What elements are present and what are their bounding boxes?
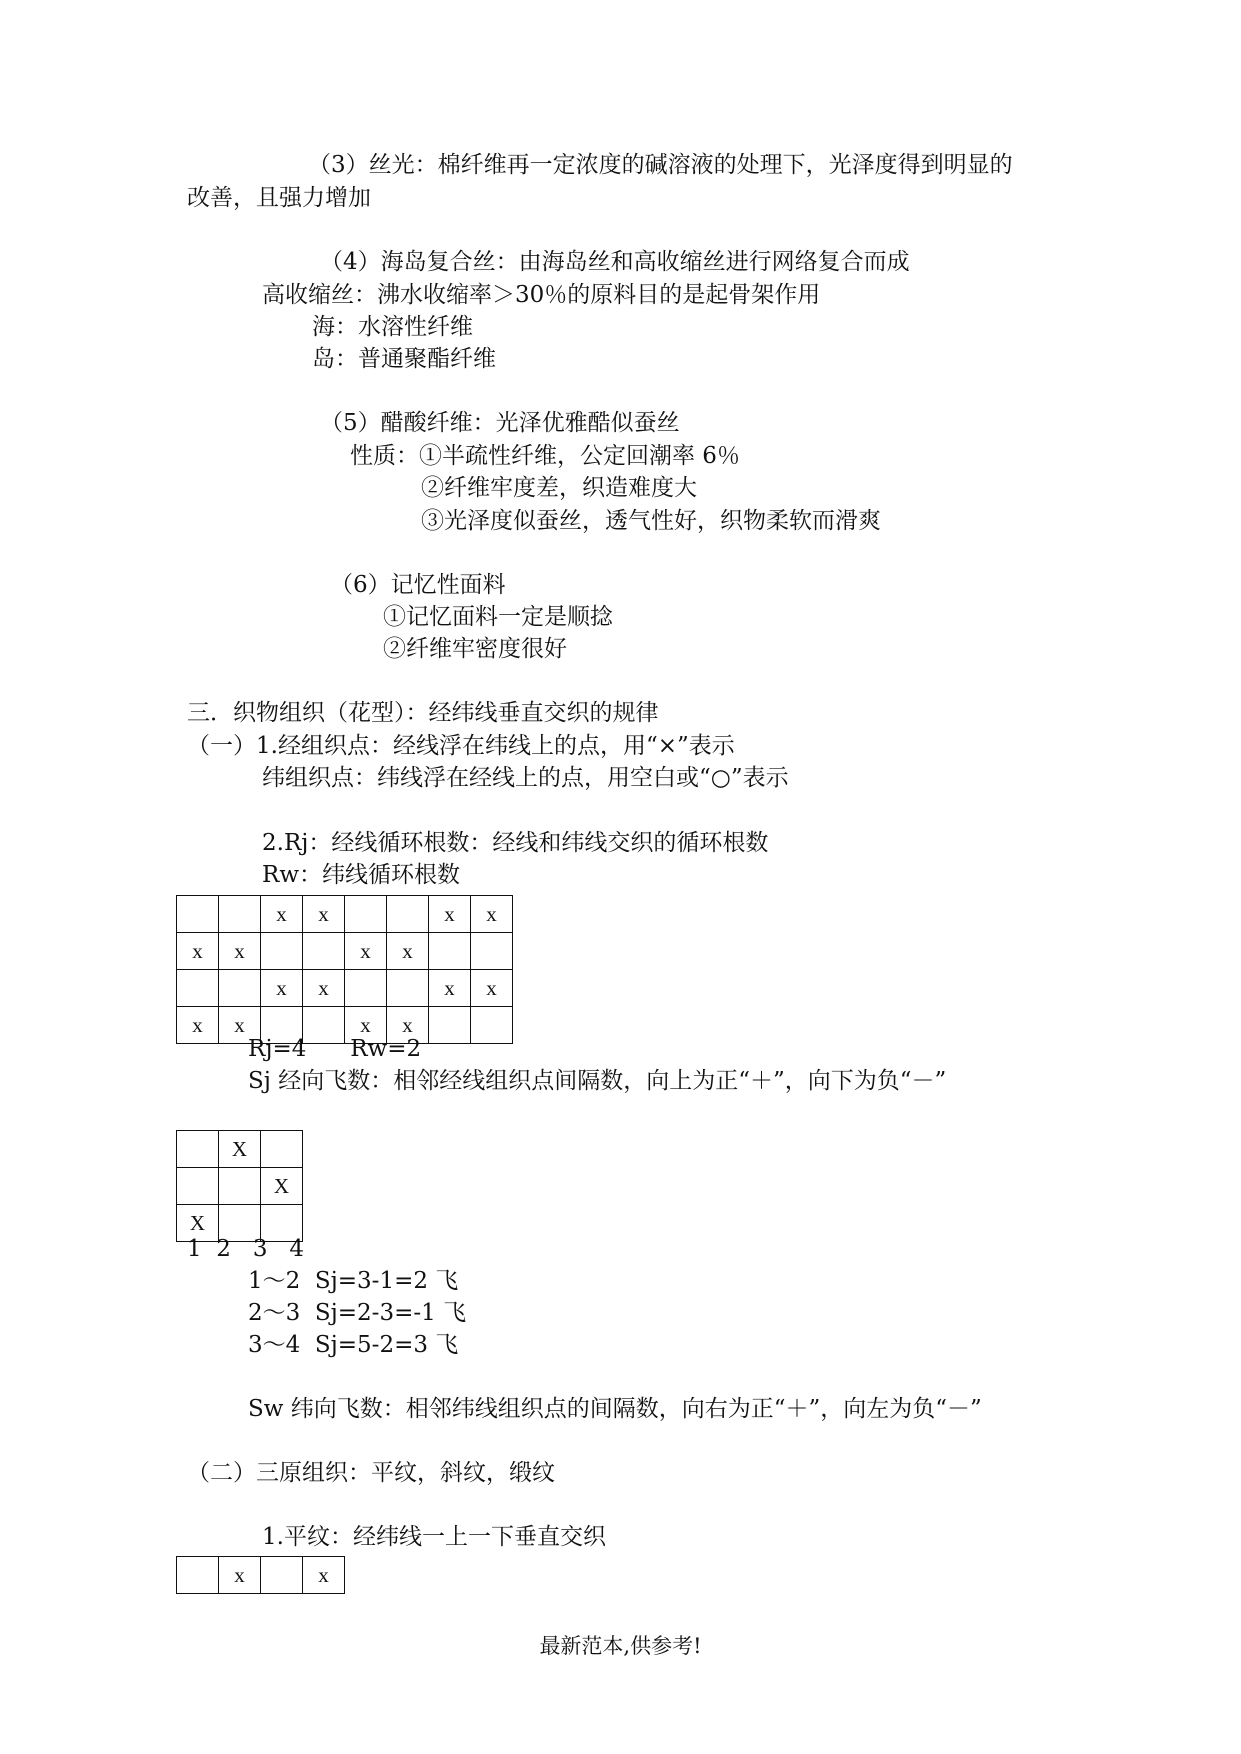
- grid-cell: [429, 1007, 471, 1044]
- grid-cell: x: [471, 970, 513, 1007]
- text-line-memory-fabric: （6）记忆性面料: [330, 572, 506, 598]
- grid-cell: [177, 1131, 219, 1168]
- table-row: [177, 896, 513, 933]
- grid-cell: x: [303, 896, 345, 933]
- grid-cell: x: [471, 896, 513, 933]
- text-line-rw: Rw：纬线循环根数: [262, 862, 461, 888]
- text-line-mercerize-cont: 改善，且强力增加: [187, 185, 371, 211]
- grid-cell: x: [219, 933, 261, 970]
- text-line-rj: 2.Rj：经线循环根数：经线和纬线交织的循环根数: [262, 830, 769, 856]
- table-row: [177, 933, 513, 970]
- grid-cell: X: [177, 1205, 219, 1242]
- text-line-sj-3-4: 3～4 Sj=5-2=3 飞: [248, 1332, 459, 1358]
- text-line-island: 岛：普通聚酯纤维: [312, 346, 496, 372]
- grid-cell: X: [261, 1168, 303, 1205]
- text-line-sw-definition: Sw 纬向飞数：相邻纬线组织点的间隔数，向右为正“＋”，向左为负“－”: [248, 1396, 982, 1422]
- text-line-acetate: （5）醋酸纤维：光泽优雅酷似蚕丝: [320, 410, 680, 436]
- table-row: [177, 1557, 345, 1594]
- text-line-mercerize: （3）丝光：棉纤维再一定浓度的碱溶液的处理下，光泽度得到明显的: [308, 152, 1013, 178]
- grid-cell: x: [303, 1557, 345, 1594]
- grid-cell: [261, 1131, 303, 1168]
- grid-cell: x: [345, 933, 387, 970]
- grid-cell: [345, 970, 387, 1007]
- text-line-sj-definition: Sj 经向飞数：相邻经线组织点间隔数，向上为正“＋”，向下为负“－”: [248, 1068, 947, 1094]
- grid-cell: [177, 896, 219, 933]
- grid-cell: [219, 970, 261, 1007]
- grid-cell: x: [345, 1007, 387, 1044]
- grid-cell: [177, 1168, 219, 1205]
- text-line-weft-point: 纬组织点：纬线浮在经线上的点，用空白或“○”表示: [262, 765, 789, 791]
- text-line-memory-1: ①记忆面料一定是顺捻: [383, 604, 613, 630]
- text-line-sj-1-2: 1～2 Sj=3-1=2 飞: [248, 1268, 459, 1294]
- table-row: [177, 1168, 303, 1205]
- weave-grid-1: [176, 895, 513, 1044]
- grid-cell: x: [219, 1557, 261, 1594]
- grid-cell: [471, 1007, 513, 1044]
- text-line-sea: 海：水溶性纤维: [312, 314, 473, 340]
- text-line-memory-2: ②纤维牢密度很好: [383, 636, 567, 662]
- text-line-properties-1: 性质：①半疏性纤维，公定回潮率 6％: [350, 443, 740, 469]
- grid-cell: [345, 896, 387, 933]
- grid-cell: x: [219, 1007, 261, 1044]
- grid-cell: x: [303, 970, 345, 1007]
- grid-cell: x: [429, 896, 471, 933]
- grid-cell: [387, 896, 429, 933]
- text-line-sj-2-3: 2～3 Sj=2-3=-1 飞: [248, 1300, 467, 1326]
- grid-cell: [429, 933, 471, 970]
- page-footer: 最新范本,供参考!: [539, 1634, 702, 1658]
- text-line-column-numbers: 1 2 3 4: [187, 1236, 305, 1262]
- text-line-properties-3: ③光泽度似蚕丝，透气性好，织物柔软而滑爽: [421, 508, 881, 534]
- grid-cell: [219, 1168, 261, 1205]
- text-line-high-shrink: 高收缩丝：沸水收缩率＞30％的原料目的是起骨架作用: [262, 282, 821, 308]
- grid-cell: [177, 1557, 219, 1594]
- grid-cell: x: [177, 933, 219, 970]
- grid-cell: x: [429, 970, 471, 1007]
- grid-cell: x: [177, 1007, 219, 1044]
- table-row: [177, 970, 513, 1007]
- grid-cell: X: [219, 1131, 261, 1168]
- text-line-warp-point: （一）1.经组织点：经线浮在纬线上的点，用“×”表示: [187, 733, 735, 759]
- grid-cell: x: [261, 896, 303, 933]
- text-line-rj-rw: Rj=4 Rw=2: [248, 1036, 422, 1062]
- section-heading-weave: 三．织物组织（花型）：经纬线垂直交织的规律: [187, 700, 659, 726]
- grid-cell: x: [261, 970, 303, 1007]
- table-row: [177, 1131, 303, 1168]
- text-line-island-yarn: （4）海岛复合丝：由海岛丝和高收缩丝进行网络复合而成: [320, 249, 910, 275]
- grid-cell: x: [387, 1007, 429, 1044]
- grid-cell: [261, 1557, 303, 1594]
- grid-cell: [219, 896, 261, 933]
- weave-grid-2: [176, 1130, 303, 1242]
- grid-cell: [471, 933, 513, 970]
- section-heading-three-basic-weaves: （二）三原组织：平纹，斜纹，缎纹: [187, 1460, 555, 1486]
- grid-cell: x: [387, 933, 429, 970]
- grid-cell: [387, 970, 429, 1007]
- grid-cell: [177, 970, 219, 1007]
- grid-cell: [303, 933, 345, 970]
- text-line-properties-2: ②纤维牢度差，织造难度大: [421, 475, 697, 501]
- grid-cell: [261, 933, 303, 970]
- weave-grid-3: [176, 1556, 345, 1594]
- text-line-plain-weave: 1.平纹：经纬线一上一下垂直交织: [262, 1524, 606, 1550]
